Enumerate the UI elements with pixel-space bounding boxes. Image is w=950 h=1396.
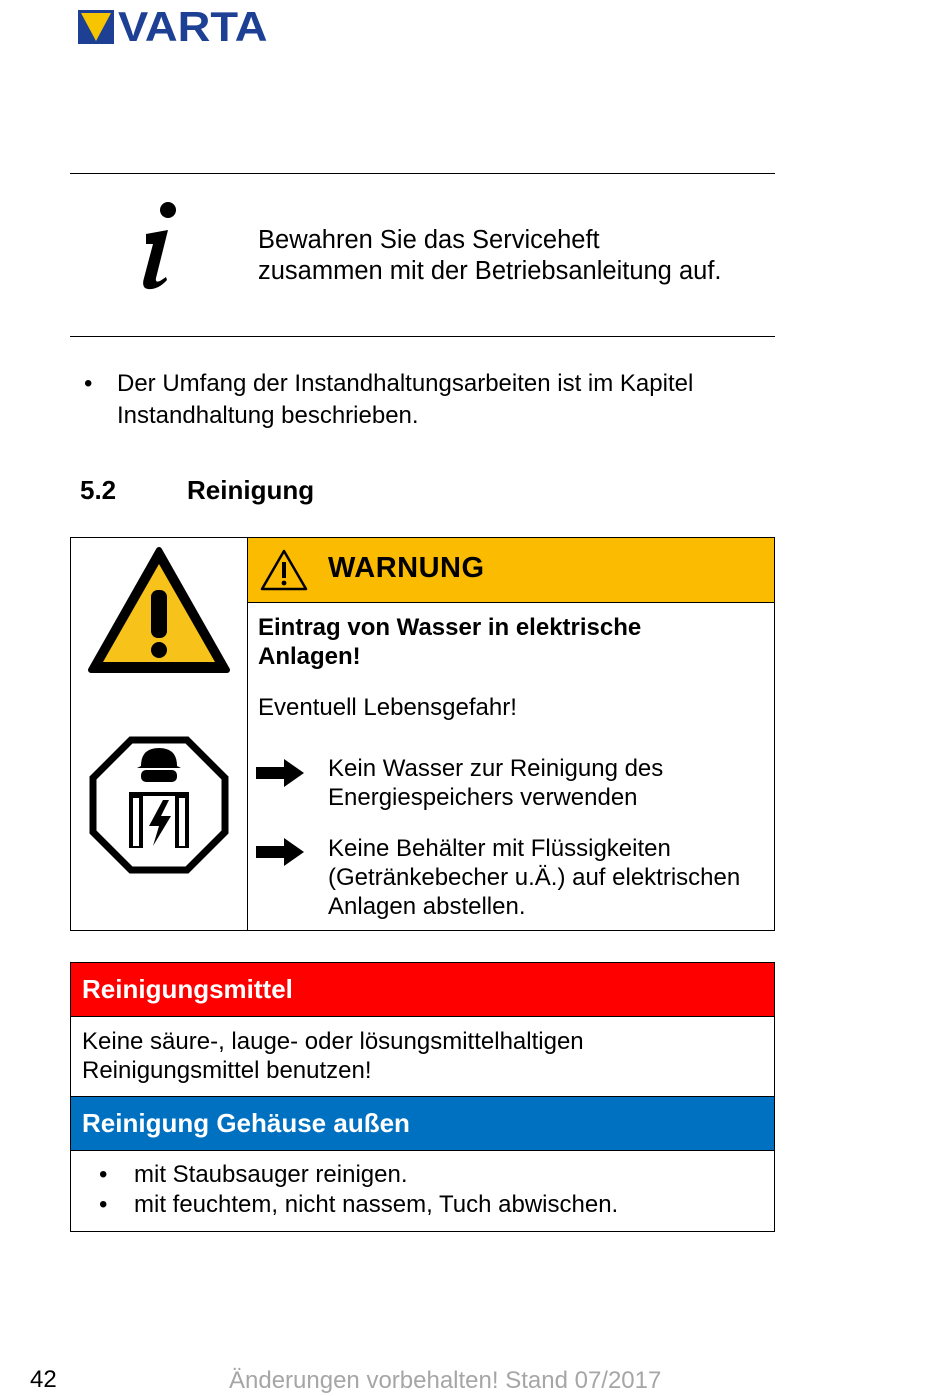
varta-logo bbox=[78, 3, 268, 50]
logo-text: VARTA bbox=[118, 3, 268, 50]
measure-line: Anlagen abstellen. bbox=[328, 893, 526, 920]
info-line: zusammen mit der Betriebsanleitung auf. bbox=[258, 257, 722, 285]
measure-line: Energiespeichers verwenden bbox=[328, 784, 638, 811]
warning-signs-column bbox=[71, 538, 248, 930]
hazard-text bbox=[258, 613, 641, 671]
consequence-text: Eventuell Lebensgefahr! bbox=[258, 694, 517, 721]
housing-cleaning-title: Reinigung Gehäuse außen bbox=[82, 1108, 410, 1138]
warning-triangle-icon bbox=[87, 546, 231, 674]
cleaning-agents-title: Reinigungsmittel bbox=[82, 974, 293, 1004]
measure-step bbox=[328, 754, 663, 812]
measure-line: (Getränkebecher u.Ä.) auf elektrischen bbox=[328, 864, 741, 891]
info-note-text bbox=[258, 225, 721, 287]
warning-small-icon bbox=[260, 548, 308, 592]
cleaning-agents-text bbox=[82, 1027, 584, 1085]
footer-note: Änderungen vorbehalten! Stand 07/2017 bbox=[229, 1367, 662, 1394]
maintenance-note-line: Der Umfang der Instandhaltungsarbeiten ist im Kapitel bbox=[117, 370, 694, 397]
section-number: 5.2 bbox=[80, 475, 117, 505]
varta-logo-mark-icon bbox=[78, 10, 114, 44]
warning-title: WARNUNG bbox=[328, 552, 485, 584]
bullet-icon: • bbox=[99, 1191, 108, 1218]
info-divider-top bbox=[70, 173, 775, 174]
info-line: Bewahren Sie das Serviceheft bbox=[258, 226, 600, 254]
measure-line: Keine Behälter mit Flüssigkeiten bbox=[328, 835, 671, 862]
cleaning-agents-line: Keine säure-, lauge- oder lösungsmittelhaltigen bbox=[82, 1028, 584, 1055]
electrician-icon bbox=[89, 736, 229, 874]
housing-cleaning-header bbox=[71, 1096, 774, 1151]
info-icon bbox=[138, 198, 182, 292]
cleaning-agents-header bbox=[71, 963, 774, 1017]
warning-header bbox=[248, 538, 774, 603]
info-divider-bottom bbox=[70, 336, 775, 337]
hazard-line: Anlagen! bbox=[258, 643, 361, 670]
cleaning-table bbox=[70, 962, 775, 1232]
measure-step bbox=[328, 834, 740, 921]
bullet-icon: • bbox=[84, 370, 93, 397]
arrow-right-icon bbox=[256, 838, 304, 866]
hazard-line: Eintrag von Wasser in elektrische bbox=[258, 614, 642, 641]
arrow-right-icon bbox=[256, 759, 304, 787]
list-item-text: mit Staubsauger reinigen. bbox=[134, 1161, 408, 1188]
list-item-text: mit feuchtem, nicht nassem, Tuch abwischen. bbox=[134, 1191, 619, 1218]
section-title: Reinigung bbox=[187, 475, 315, 505]
bullet-icon: • bbox=[99, 1161, 108, 1188]
page-number: 42 bbox=[30, 1366, 57, 1393]
measure-line: Kein Wasser zur Reinigung des bbox=[328, 755, 664, 782]
maintenance-note-line: Instandhaltung beschrieben. bbox=[117, 402, 419, 429]
warning-box bbox=[70, 537, 775, 931]
cleaning-agents-line: Reinigungsmittel benutzen! bbox=[82, 1057, 372, 1084]
